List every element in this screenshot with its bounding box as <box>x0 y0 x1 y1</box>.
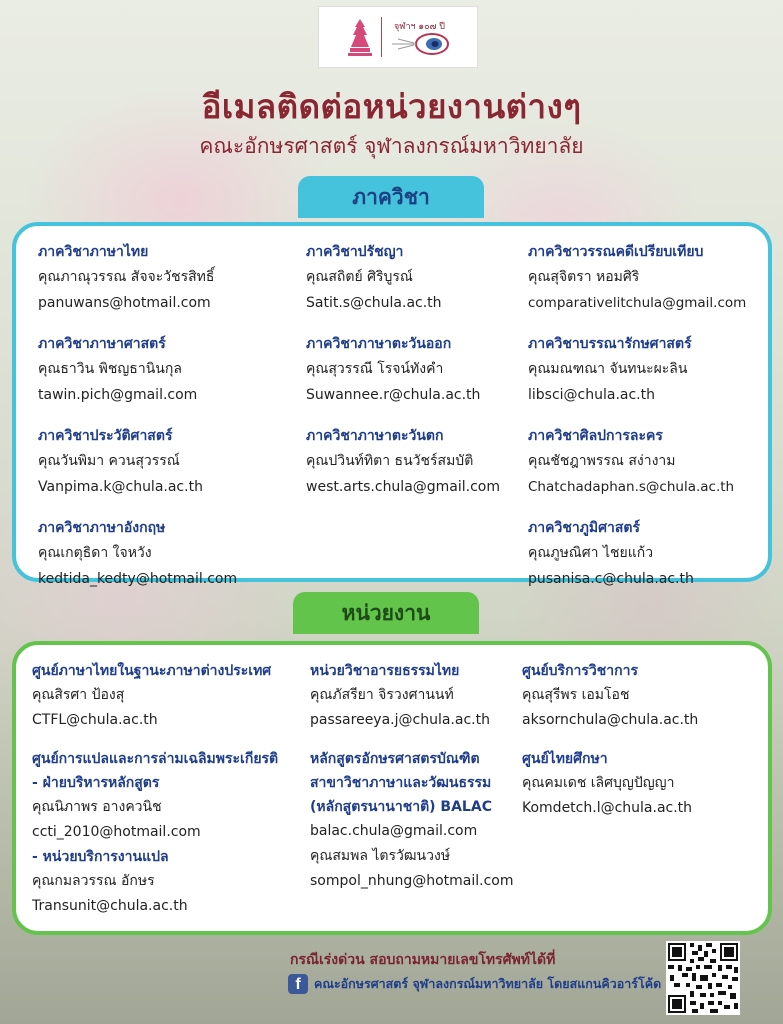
units-column-1 <box>32 659 278 919</box>
units-panel <box>12 641 772 935</box>
contact-email[interactable]: Komdetch.l@chula.ac.th <box>522 800 693 816</box>
contact-email[interactable]: sompol_nhung@hotmail.com <box>310 873 514 889</box>
contact-name: คุณสุจิตรา หอมศิริ <box>528 269 640 285</box>
chula-emblem-icon <box>347 17 373 57</box>
unit-heading: (หลักสูตรนานาชาติ) BALAC <box>310 799 492 815</box>
contact-name: คุณปวินท์ทิตา ธนวัชร์สมบัติ <box>306 453 474 469</box>
contact-email[interactable]: tawin.pich@gmail.com <box>38 387 198 403</box>
contact-name: คุณนิภาพร อางควนิช <box>32 799 162 815</box>
facebook-text: คณะอักษรศาสตร์ จุฬาลงกรณ์มหาวิทยาลัย โดยสแกนคิวอาร์โค้ด <box>314 976 662 991</box>
department-heading: ภาควิชาภาษาตะวันออก <box>306 336 452 352</box>
contact-email[interactable]: CTFL@chula.ac.th <box>32 712 158 728</box>
contact-email[interactable]: passareeya.j@chula.ac.th <box>310 712 490 728</box>
department-heading: ภาควิชาประวัติศาสตร์ <box>38 428 173 444</box>
contact-email[interactable]: Vanpima.k@chula.ac.th <box>38 479 203 495</box>
logo-text: จุฬาฯ ๑๐๗ ปี <box>394 22 445 32</box>
unit-subheading: - หน่วยบริการงานแปล <box>32 849 169 865</box>
department-entry <box>38 516 237 592</box>
department-entry <box>38 332 237 408</box>
contact-name: คุณธาวิน พิชญธานินกุล <box>38 361 182 377</box>
contact-name: คุณภาณุวรรณ สัจจะวัชรสิทธิ์ <box>38 269 215 285</box>
urgent-note: กรณีเร่งด่วน สอบถามหมายเลขโทรศัพท์ได้ที่ <box>290 952 556 968</box>
contact-name: คุณสมพล ไตรวัฒนวงษ์ <box>310 848 451 864</box>
department-heading: ภาควิชาภาษาอังกฤษ <box>38 520 166 536</box>
page-title: อีเมลติดต่อหน่วยงานต่างๆ <box>201 87 582 126</box>
contact-name: คุณคมเดช เลิศบุญปัญญา <box>522 775 675 791</box>
department-entry <box>528 516 746 592</box>
tab-departments: ภาควิชา <box>298 176 484 218</box>
contact-name: คุณสุวรรณี โรจน์ทังคำ <box>306 361 444 377</box>
unit-subheading: - ฝ่ายบริหารหลักสูตร <box>32 775 160 791</box>
facebook-icon: f <box>288 974 308 994</box>
department-entry <box>528 424 746 500</box>
contact-name: คุณชัชฎาพรรณ สง่างาม <box>528 453 676 469</box>
qr-code-icon[interactable] <box>666 941 740 1015</box>
department-heading: ภาควิชาภูมิศาสตร์ <box>528 520 641 536</box>
unit-heading: สาขาวิชาภาษาและวัฒนธรรม <box>310 775 492 791</box>
departments-column-1 <box>38 240 237 608</box>
page-subtitle: คณะอักษรศาสตร์ จุฬาลงกรณ์มหาวิทยาลัย <box>199 134 584 158</box>
contact-email[interactable]: Transunit@chula.ac.th <box>32 898 188 914</box>
contact-email[interactable]: kedtida_kedty@hotmail.com <box>38 571 238 587</box>
contact-email[interactable]: comparativelitchula@gmail.com <box>528 295 747 311</box>
departments-column-3 <box>528 240 746 608</box>
contact-name: คุณสถิตย์ ศิริบูรณ์ <box>306 269 413 285</box>
logo-divider <box>381 17 382 57</box>
unit-heading: ศูนย์ภาษาไทยในฐานะภาษาต่างประเทศ <box>32 663 272 679</box>
contact-email[interactable]: aksornchula@chula.ac.th <box>522 712 699 728</box>
department-heading: ภาควิชาภาษาตะวันตก <box>306 428 444 444</box>
contact-name: คุณกมลวรรณ อักษร <box>32 873 155 889</box>
department-heading: ภาควิชาภาษาไทย <box>38 244 149 260</box>
department-entry <box>306 424 500 500</box>
peacock-feather-icon <box>390 33 450 55</box>
tab-units: หน่วยงาน <box>293 592 479 634</box>
department-entry <box>38 424 237 500</box>
contact-email[interactable]: Suwannee.r@chula.ac.th <box>306 387 481 403</box>
unit-heading: ศูนย์ไทยศึกษา <box>522 751 608 767</box>
contact-email[interactable]: west.arts.chula@gmail.com <box>306 479 501 495</box>
unit-heading: หลักสูตรอักษรศาสตรบัณฑิต <box>310 751 480 767</box>
units-column-3 <box>522 659 698 821</box>
department-heading: ภาควิชาวรรณคดีเปรียบเทียบ <box>528 244 704 260</box>
unit-heading: ศูนย์การแปลและการล่ามเฉลิมพระเกียรติ <box>32 751 279 767</box>
contact-email[interactable]: pusanisa.c@chula.ac.th <box>528 571 694 587</box>
department-heading: ภาควิชาศิลปการละคร <box>528 428 663 444</box>
facebook-link[interactable] <box>288 974 661 994</box>
unit-heading: หน่วยวิชาอารยธรรมไทย <box>310 663 460 679</box>
contact-name: คุณวันพิมา ควนสุวรรณ์ <box>38 453 180 469</box>
departments-column-2 <box>306 240 500 516</box>
department-heading: ภาควิชาบรรณารักษศาสตร์ <box>528 336 692 352</box>
department-entry <box>528 240 746 316</box>
department-entry <box>306 332 500 408</box>
contact-email[interactable]: panuwans@hotmail.com <box>38 295 211 311</box>
unit-heading: ศูนย์บริการวิชาการ <box>522 663 639 679</box>
contact-name: คุณสุรีพร เอมโอช <box>522 687 630 703</box>
header-logo <box>318 6 478 68</box>
department-entry <box>306 240 500 316</box>
contact-name: คุณเกตุธิดา ใจหวัง <box>38 545 152 561</box>
contact-email[interactable]: Satit.s@chula.ac.th <box>306 295 442 311</box>
contact-email[interactable]: Chatchadaphan.s@chula.ac.th <box>528 479 735 495</box>
contact-name: คุณภัสรียา จิรวงศานนท์ <box>310 687 454 703</box>
contact-email[interactable]: balac.chula@gmail.com <box>310 823 478 839</box>
department-entry <box>38 240 237 316</box>
contact-name: คุณสิรศา ป้องสุ <box>32 687 125 703</box>
department-heading: ภาควิชาปรัชญา <box>306 244 404 260</box>
department-entry <box>528 332 746 408</box>
contact-email[interactable]: ccti_2010@hotmail.com <box>32 824 201 840</box>
contact-name: คุณมณฑณา จันทนะผะลิน <box>528 361 688 377</box>
department-heading: ภาควิชาภาษาศาสตร์ <box>38 336 166 352</box>
contact-name: คุณภูษณิศา ไชยแก้ว <box>528 545 654 561</box>
units-column-2 <box>310 659 514 894</box>
contact-email[interactable]: libsci@chula.ac.th <box>528 387 655 403</box>
departments-panel <box>12 222 772 587</box>
